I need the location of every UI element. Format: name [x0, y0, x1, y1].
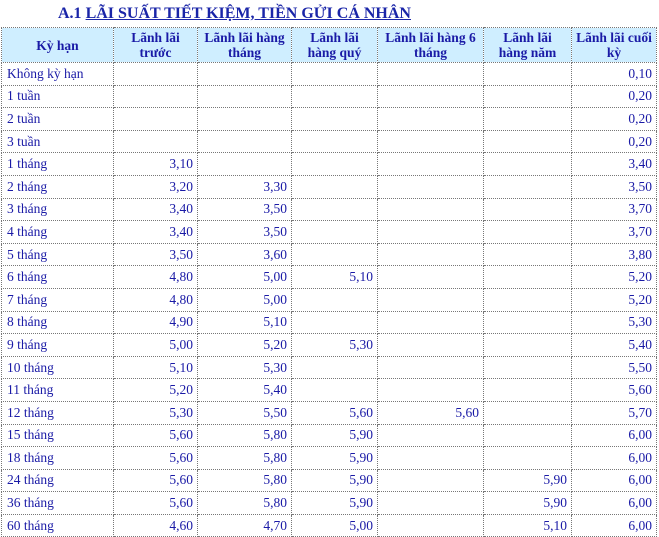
- monthly-rate-cell: 3,60: [198, 243, 292, 266]
- quarterly-rate-cell: [292, 288, 378, 311]
- semiannual-rate-cell: [378, 356, 484, 379]
- quarterly-rate-cell: [292, 311, 378, 334]
- monthly-rate-cell: 5,40: [198, 379, 292, 402]
- table-row: [2, 266, 657, 289]
- term-cell: 24 tháng: [2, 469, 114, 492]
- maturity-rate-cell: 3,50: [572, 175, 657, 198]
- monthly-rate-cell: 5,80: [198, 492, 292, 515]
- maturity-rate-cell: 5,20: [572, 288, 657, 311]
- term-cell: 11 tháng: [2, 379, 114, 402]
- annual-rate-cell: [484, 221, 572, 244]
- maturity-rate-cell: 0,10: [572, 63, 657, 86]
- monthly-rate-cell: 5,50: [198, 401, 292, 424]
- annual-rate-cell: [484, 198, 572, 221]
- quarterly-rate-cell: 5,10: [292, 266, 378, 289]
- monthly-rate-cell: 5,80: [198, 424, 292, 447]
- quarterly-rate-cell: [292, 356, 378, 379]
- monthly-rate-cell: 3,50: [198, 198, 292, 221]
- monthly-rate-cell: 5,80: [198, 447, 292, 470]
- quarterly-rate-cell: [292, 63, 378, 86]
- monthly-rate-cell: 5,00: [198, 266, 292, 289]
- table-row: [2, 356, 657, 379]
- quarterly-rate-cell: [292, 85, 378, 108]
- prepaid-rate-cell: [114, 130, 198, 153]
- semiannual-rate-cell: 5,60: [378, 401, 484, 424]
- quarterly-rate-cell: [292, 130, 378, 153]
- semiannual-rate-cell: [378, 514, 484, 537]
- semiannual-rate-cell: [378, 311, 484, 334]
- semiannual-rate-cell: [378, 130, 484, 153]
- maturity-rate-cell: 6,00: [572, 447, 657, 470]
- term-cell: 36 tháng: [2, 492, 114, 515]
- quarterly-rate-cell: 5,30: [292, 334, 378, 357]
- term-cell: 7 tháng: [2, 288, 114, 311]
- prepaid-rate-cell: [114, 85, 198, 108]
- semiannual-rate-cell: [378, 108, 484, 131]
- section-heading: [58, 3, 411, 25]
- quarterly-rate-cell: [292, 153, 378, 176]
- maturity-rate-cell: 3,80: [572, 243, 657, 266]
- semiannual-rate-cell: [378, 153, 484, 176]
- interest-rate-table: [1, 27, 657, 537]
- table-row: [2, 424, 657, 447]
- maturity-rate-cell: 3,70: [572, 221, 657, 244]
- term-cell: 2 tuần: [2, 108, 114, 131]
- semiannual-rate-cell: [378, 63, 484, 86]
- quarterly-rate-cell: 5,60: [292, 401, 378, 424]
- monthly-rate-cell: [198, 85, 292, 108]
- quarterly-rate-cell: 5,90: [292, 492, 378, 515]
- header-prepaid: Lãnh lãi trước: [114, 28, 198, 63]
- prepaid-rate-cell: 5,10: [114, 356, 198, 379]
- term-cell: 9 tháng: [2, 334, 114, 357]
- table-row: [2, 85, 657, 108]
- term-cell: 1 tháng: [2, 153, 114, 176]
- table-row: [2, 221, 657, 244]
- semiannual-rate-cell: [378, 424, 484, 447]
- annual-rate-cell: [484, 379, 572, 402]
- maturity-rate-cell: 0,20: [572, 130, 657, 153]
- maturity-rate-cell: 5,30: [572, 311, 657, 334]
- maturity-rate-cell: 3,70: [572, 198, 657, 221]
- table-row: [2, 175, 657, 198]
- maturity-rate-cell: 6,00: [572, 492, 657, 515]
- prepaid-rate-cell: 3,40: [114, 221, 198, 244]
- header-maturity: Lãnh lãi cuối kỳ: [572, 28, 657, 63]
- monthly-rate-cell: 5,30: [198, 356, 292, 379]
- annual-rate-cell: 5,90: [484, 492, 572, 515]
- maturity-rate-cell: 5,60: [572, 379, 657, 402]
- term-cell: 4 tháng: [2, 221, 114, 244]
- maturity-rate-cell: 3,40: [572, 153, 657, 176]
- monthly-rate-cell: 5,20: [198, 334, 292, 357]
- term-cell: 8 tháng: [2, 311, 114, 334]
- annual-rate-cell: [484, 130, 572, 153]
- monthly-rate-cell: 3,30: [198, 175, 292, 198]
- table-row: [2, 447, 657, 470]
- semiannual-rate-cell: [378, 334, 484, 357]
- prepaid-rate-cell: [114, 63, 198, 86]
- prepaid-rate-cell: 5,60: [114, 447, 198, 470]
- prepaid-rate-cell: 5,60: [114, 492, 198, 515]
- prepaid-rate-cell: 5,30: [114, 401, 198, 424]
- semiannual-rate-cell: [378, 266, 484, 289]
- maturity-rate-cell: 5,50: [572, 356, 657, 379]
- quarterly-rate-cell: 5,90: [292, 424, 378, 447]
- term-cell: 1 tuần: [2, 85, 114, 108]
- semiannual-rate-cell: [378, 469, 484, 492]
- quarterly-rate-cell: [292, 108, 378, 131]
- maturity-rate-cell: 6,00: [572, 424, 657, 447]
- annual-rate-cell: [484, 266, 572, 289]
- table-row: [2, 63, 657, 86]
- term-cell: 2 tháng: [2, 175, 114, 198]
- annual-rate-cell: [484, 401, 572, 424]
- annual-rate-cell: [484, 356, 572, 379]
- term-cell: Không kỳ hạn: [2, 63, 114, 86]
- table-row: [2, 514, 657, 537]
- prepaid-rate-cell: 5,00: [114, 334, 198, 357]
- prepaid-rate-cell: 3,40: [114, 198, 198, 221]
- quarterly-rate-cell: [292, 379, 378, 402]
- semiannual-rate-cell: [378, 175, 484, 198]
- quarterly-rate-cell: 5,00: [292, 514, 378, 537]
- annual-rate-cell: [484, 175, 572, 198]
- annual-rate-cell: 5,10: [484, 514, 572, 537]
- quarterly-rate-cell: 5,90: [292, 447, 378, 470]
- table-row: [2, 379, 657, 402]
- semiannual-rate-cell: [378, 221, 484, 244]
- semiannual-rate-cell: [378, 492, 484, 515]
- monthly-rate-cell: 5,10: [198, 311, 292, 334]
- annual-rate-cell: [484, 288, 572, 311]
- semiannual-rate-cell: [378, 243, 484, 266]
- prepaid-rate-cell: 5,20: [114, 379, 198, 402]
- header-term: Kỳ hạn: [2, 28, 114, 63]
- monthly-rate-cell: 4,70: [198, 514, 292, 537]
- section-number: A.1: [58, 5, 82, 22]
- monthly-rate-cell: [198, 63, 292, 86]
- term-cell: 6 tháng: [2, 266, 114, 289]
- prepaid-rate-cell: 4,90: [114, 311, 198, 334]
- semiannual-rate-cell: [378, 288, 484, 311]
- table-row: [2, 288, 657, 311]
- maturity-rate-cell: 0,20: [572, 108, 657, 131]
- table-row: [2, 311, 657, 334]
- prepaid-rate-cell: 3,50: [114, 243, 198, 266]
- semiannual-rate-cell: [378, 447, 484, 470]
- quarterly-rate-cell: [292, 175, 378, 198]
- term-cell: 10 tháng: [2, 356, 114, 379]
- term-cell: 3 tháng: [2, 198, 114, 221]
- header-semiannual: Lãnh lãi hàng 6 tháng: [378, 28, 484, 63]
- table-row: [2, 108, 657, 131]
- quarterly-rate-cell: [292, 221, 378, 244]
- table-row: [2, 334, 657, 357]
- monthly-rate-cell: 3,50: [198, 221, 292, 244]
- prepaid-rate-cell: 5,60: [114, 424, 198, 447]
- table-body: [2, 63, 657, 537]
- table-row: [2, 243, 657, 266]
- prepaid-rate-cell: 5,60: [114, 469, 198, 492]
- annual-rate-cell: 5,90: [484, 469, 572, 492]
- annual-rate-cell: [484, 334, 572, 357]
- table-row: [2, 153, 657, 176]
- prepaid-rate-cell: 3,20: [114, 175, 198, 198]
- maturity-rate-cell: 6,00: [572, 514, 657, 537]
- maturity-rate-cell: 5,20: [572, 266, 657, 289]
- monthly-rate-cell: [198, 153, 292, 176]
- table-row: [2, 198, 657, 221]
- monthly-rate-cell: 5,00: [198, 288, 292, 311]
- annual-rate-cell: [484, 153, 572, 176]
- prepaid-rate-cell: [114, 108, 198, 131]
- table-row: [2, 469, 657, 492]
- annual-rate-cell: [484, 63, 572, 86]
- table-row: [2, 401, 657, 424]
- header-quarterly: Lãnh lãi hàng quý: [292, 28, 378, 63]
- term-cell: 3 tuần: [2, 130, 114, 153]
- term-cell: 12 tháng: [2, 401, 114, 424]
- term-cell: 60 tháng: [2, 514, 114, 537]
- prepaid-rate-cell: 4,80: [114, 266, 198, 289]
- annual-rate-cell: [484, 311, 572, 334]
- semiannual-rate-cell: [378, 198, 484, 221]
- maturity-rate-cell: 5,70: [572, 401, 657, 424]
- maturity-rate-cell: 0,20: [572, 85, 657, 108]
- section-title-link[interactable]: LÃI SUẤT TIẾT KIỆM, TIỀN GỬI CÁ NHÂN: [85, 5, 411, 22]
- maturity-rate-cell: 5,40: [572, 334, 657, 357]
- monthly-rate-cell: [198, 108, 292, 131]
- term-cell: 15 tháng: [2, 424, 114, 447]
- semiannual-rate-cell: [378, 379, 484, 402]
- prepaid-rate-cell: 4,80: [114, 288, 198, 311]
- table-row: [2, 130, 657, 153]
- quarterly-rate-cell: [292, 198, 378, 221]
- term-cell: 5 tháng: [2, 243, 114, 266]
- semiannual-rate-cell: [378, 85, 484, 108]
- term-cell: 18 tháng: [2, 447, 114, 470]
- quarterly-rate-cell: [292, 243, 378, 266]
- header-annual: Lãnh lãi hàng năm: [484, 28, 572, 63]
- annual-rate-cell: [484, 243, 572, 266]
- annual-rate-cell: [484, 108, 572, 131]
- annual-rate-cell: [484, 85, 572, 108]
- annual-rate-cell: [484, 424, 572, 447]
- monthly-rate-cell: 5,80: [198, 469, 292, 492]
- header-monthly: Lãnh lãi hàng tháng: [198, 28, 292, 63]
- table-row: [2, 492, 657, 515]
- prepaid-rate-cell: 3,10: [114, 153, 198, 176]
- quarterly-rate-cell: 5,90: [292, 469, 378, 492]
- annual-rate-cell: [484, 447, 572, 470]
- prepaid-rate-cell: 4,60: [114, 514, 198, 537]
- header-row: [2, 28, 657, 63]
- maturity-rate-cell: 6,00: [572, 469, 657, 492]
- monthly-rate-cell: [198, 130, 292, 153]
